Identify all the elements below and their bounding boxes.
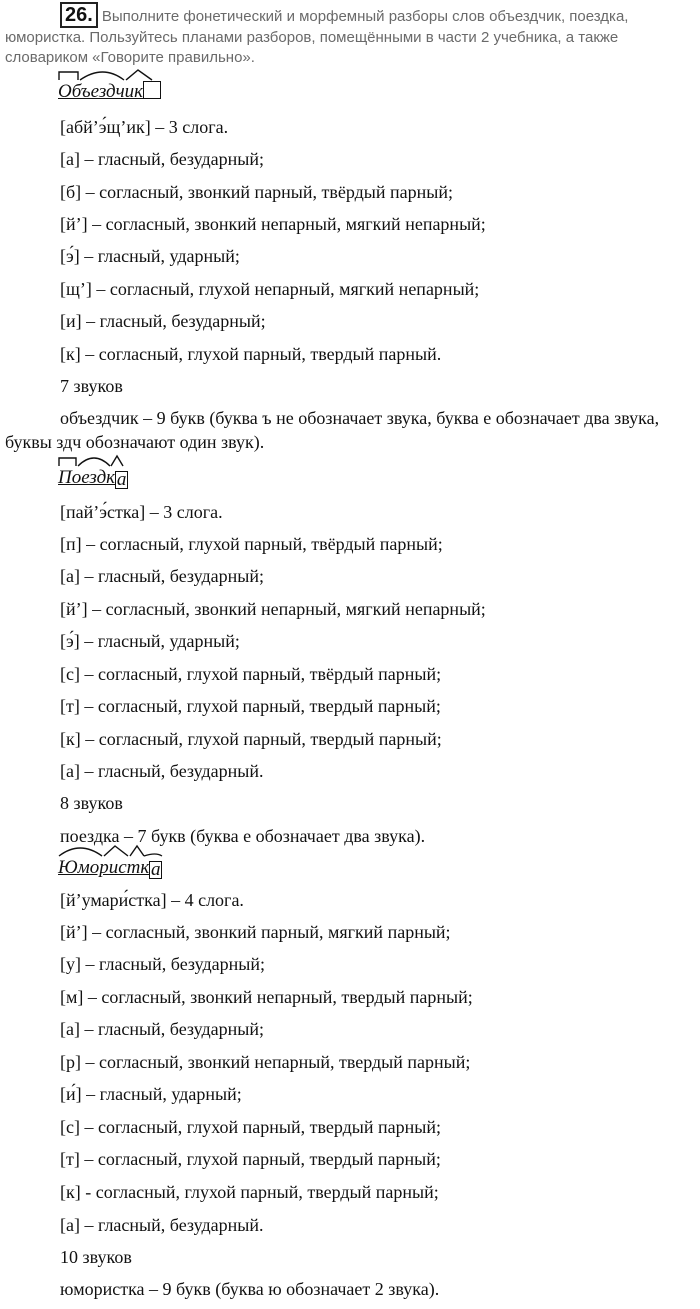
word-heading-1: [58, 80, 161, 104]
morpheme-marks-icon: [58, 844, 178, 858]
sound-line: [с] – согласный, глухой парный, твёрдый парный;: [60, 664, 442, 684]
letter-summary: поездка – 7 букв (буква е обозначает два звука).: [60, 826, 426, 846]
sound-line: [а] – гласный, безударный;: [60, 149, 265, 169]
word-text: Юмористк: [58, 857, 150, 878]
sound-count: 7 звуков: [60, 376, 123, 396]
sound-line: [б] – согласный, звонкий парный, твёрдый парный;: [60, 182, 454, 202]
sound-line: [и́] – гласный, ударный;: [60, 1084, 242, 1104]
sound-line: [п] – согласный, глухой парный, твёрдый парный;: [60, 534, 443, 554]
sound-line: [а] – гласный, безударный;: [60, 1019, 265, 1039]
sound-line: [э́] – гласный, ударный;: [60, 246, 240, 266]
morpheme-marks-icon: [58, 454, 138, 468]
sound-line: [м] – согласный, звонкий непарный, твердый парный;: [60, 987, 473, 1007]
word-heading-3: [58, 856, 162, 880]
sound-line: [к] - согласный, глухой парный, твердый парный;: [60, 1182, 439, 1202]
letter-summary: юмористка – 9 букв (буква ю обозначает 2 звука).: [60, 1279, 440, 1299]
task-header: [5, 2, 695, 68]
sound-line: [у] – гласный, безударный;: [60, 954, 266, 974]
sound-line: [к] – согласный, глухой парный, твердый парный;: [60, 729, 442, 749]
sound-line: [т] – согласный, глухой парный, твердый парный;: [60, 696, 441, 716]
summary-text: объездчик – 9 букв (буква ъ не обозначает звука, буква е обозначает два звука, буквы здч обозначают один звук).: [5, 408, 660, 452]
sound-line: [э́] – гласный, ударный;: [60, 631, 240, 651]
sound-count: 10 звуков: [60, 1247, 132, 1267]
word-text: Поездк: [58, 467, 116, 488]
sound-line: [с] – согласный, глухой парный, твердый парный;: [60, 1117, 442, 1137]
null-ending-box: [143, 81, 161, 99]
sound-line: [и] – гласный, безударный;: [60, 311, 266, 331]
sound-line: [а] – гласный, безударный.: [60, 761, 264, 781]
transcription: [абй’э́щ’ик] – 3 слога.: [60, 117, 229, 137]
sound-line: [к] – согласный, глухой парный, твердый парный.: [60, 344, 442, 364]
sound-line: [щ’] – согласный, глухой непарный, мягкий непарный;: [60, 279, 480, 299]
sound-line: [т] – согласный, глухой парный, твердый парный;: [60, 1149, 441, 1169]
sound-line: [й’] – согласный, звонкий непарный, мягкий непарный;: [60, 214, 486, 234]
transcription: [пай’э́стка] – 3 слога.: [60, 502, 223, 522]
ending-box: а: [116, 469, 127, 490]
sound-line: [р] – согласный, звонкий непарный, твердый парный;: [60, 1052, 471, 1072]
word-text: Объездчик: [58, 81, 144, 102]
sound-count: 8 звуков: [60, 793, 123, 813]
morpheme-marks-icon: [58, 68, 168, 82]
ending-box: а: [151, 859, 161, 880]
sound-line: [а] – гласный, безударный.: [60, 1215, 264, 1235]
task-text: Выполните фонетический и морфемный разборы слов объездчик, поездка, юмористка. Пользуйтесь планами разборов, помещёнными в части 2 учебника, а также словариком «Говорите правильно».: [5, 8, 629, 66]
sound-line: [й’] – согласный, звонкий непарный, мягкий непарный;: [60, 599, 486, 619]
word-heading-2: [58, 466, 128, 490]
letter-summary: [5, 406, 695, 454]
task-number: 26.: [60, 2, 98, 28]
sound-line: [й’] – согласный, звонкий парный, мягкий парный;: [60, 922, 451, 942]
transcription: [й’умари́стка] – 4 слога.: [60, 890, 244, 910]
sound-line: [а] – гласный, безударный;: [60, 566, 265, 586]
